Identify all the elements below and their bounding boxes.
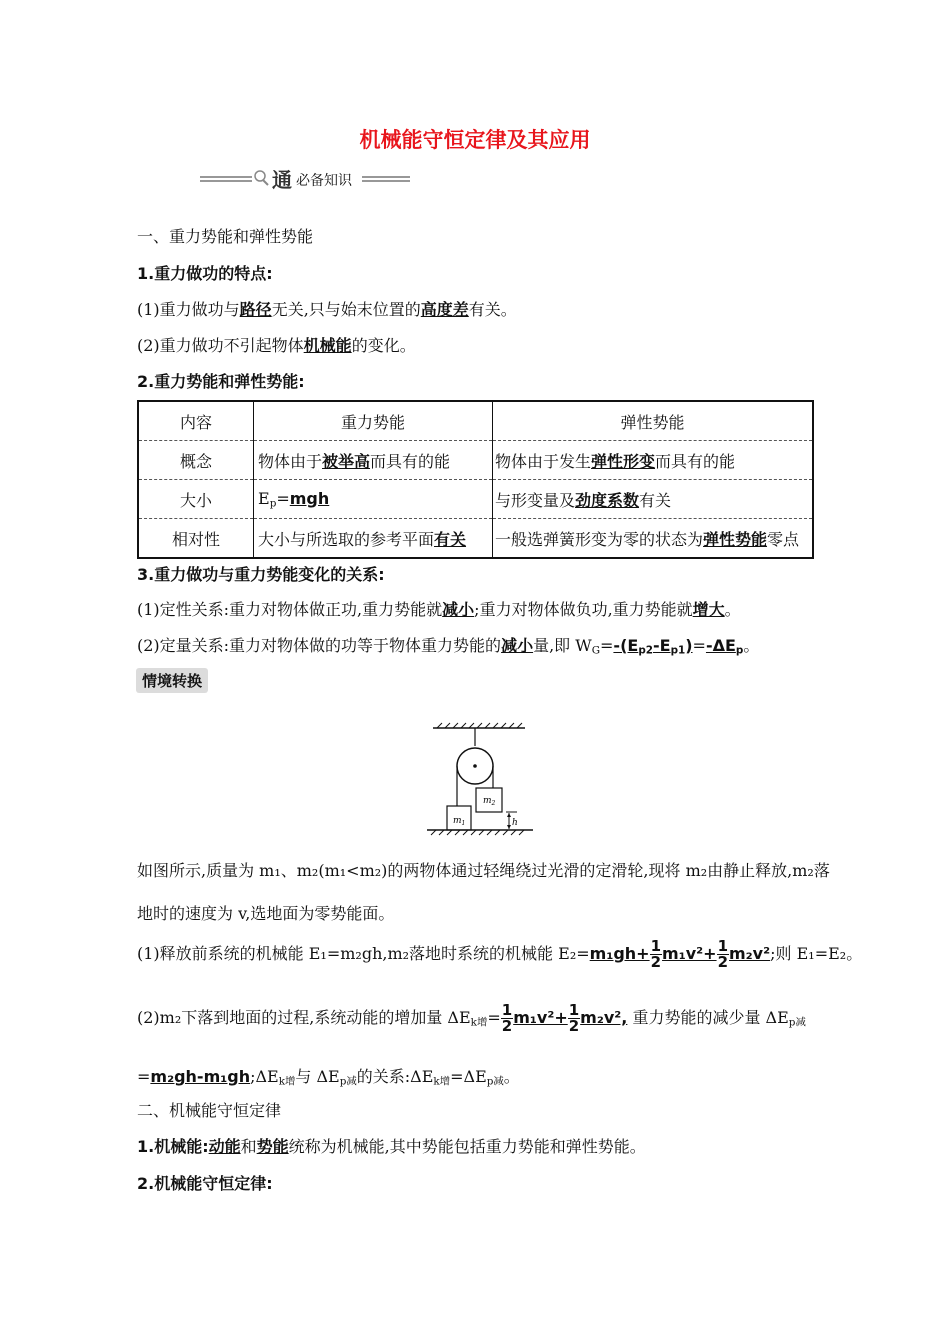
situation-badge: 情境转换 (136, 668, 208, 693)
situation-para-line1: 如图所示,质量为 m₁、m₂(m₁<m₂)的两物体通过轻绳绕过光滑的定滑轮,现将 m₂由静止释放,m₂落 (137, 861, 830, 880)
energy-table (137, 400, 814, 559)
situation-q3: $=m_2gh-m_1gh;\Delta E_{k增}$与 $\Delta E_{p减}$的关系$:\Delta E_{k增}=\Delta E_{p减}$。 (137, 1067, 520, 1088)
table-row: 概念 物体由于被举高而具有的能 物体由于发生弹性形变而具有的能 (138, 441, 813, 480)
part1-line2: (2)重力做功不引起物体机械能的变化。 (137, 336, 416, 355)
part2-h2: 2.机械能守恒定律: (137, 1174, 273, 1193)
table-row: 大小 $E_p=mgh$ 与形变量及劲度系数有关 (138, 480, 813, 519)
table-row: 相对性 大小与所选取的参考平面有关 一般选弹簧形变为零的状态为弹性势能零点 (138, 519, 813, 559)
section-icon-char: 通 (272, 168, 292, 192)
section-label: 必备知识 (296, 173, 352, 189)
svg-text:m2: $m_2$ (483, 796, 496, 807)
part1-heading: 一、重力势能和弹性势能 (137, 227, 314, 246)
situation-q2: (2)m₂下落到地面的过程,系统动能的增加量 $\Delta E_{k增}=$ $\frac{1}{2}$ m₁v²+ $\frac{1}{2}$ m₂v², 重力势能的减少量 $\Delta E_{p减}$ (137, 1001, 806, 1035)
part1-line1: (1)重力做功与路径无关,只与始末位置的高度差有关。 (137, 300, 517, 319)
pulley-figure (425, 722, 535, 840)
part1-h3: 3.重力做功与重力势能变化的关系: (137, 565, 385, 584)
table-header-row: 内容 重力势能 弹性势能 (138, 401, 813, 441)
part1-line3: (1)定性关系:重力对物体做正功,重力势能就减小;重力对物体做负功,重力势能就增大。 (137, 600, 741, 619)
svg-text:h: h (512, 818, 518, 828)
section-header (200, 167, 412, 192)
part2-heading: 二、机械能守恒定律 (137, 1101, 282, 1120)
situation-q1: (1)释放前系统的机械能 E₁=m₂gh,m₂落地时系统的机械能 E₂=m₁gh+ $\frac{1}{2}$ m₁v²+ $\frac{1}{2}$ m₂v²;则 E₁=E₂。 (137, 937, 863, 971)
part1-line4: (2)定量关系:重力对物体做的功等于物体重力势能的减小量,即 $W_G=-(E_{p2}-E_{p1})=-\Delta E_p$。 (137, 636, 760, 657)
part2-line1: 1.机械能:动能和势能统称为机械能,其中势能包括重力势能和弹性势能。 (137, 1137, 646, 1156)
part1-h2: 2.重力势能和弹性势能: (137, 372, 305, 391)
page-title: 机械能守恒定律及其应用 (359, 128, 591, 152)
svg-text:m1: $m_1$ (453, 816, 466, 827)
part1-h1: 1.重力做功的特点: (137, 264, 273, 283)
magnifier-icon (255, 171, 265, 181)
situation-para-line2: 地时的速度为 v,选地面为零势能面。 (137, 904, 395, 923)
